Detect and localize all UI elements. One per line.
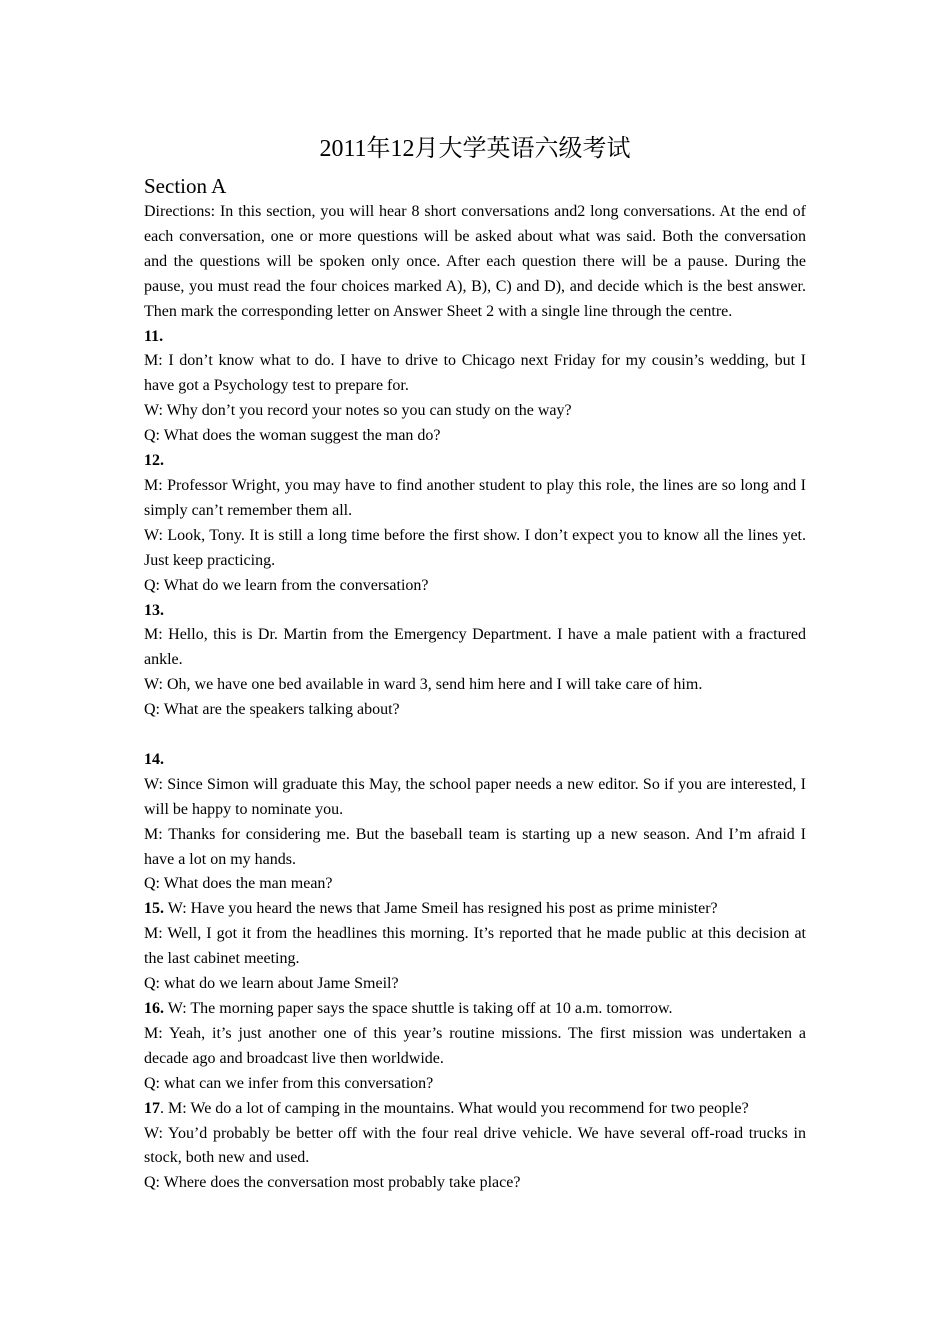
page-title: 2011年12月大学英语六级考试	[319, 136, 631, 162]
q15-woman-line: W: Have you heard the news that Jame Smeil has resigned his post as prime minister?	[164, 900, 718, 918]
q17-question: Q: Where does the conversation most probably take place?	[144, 1174, 521, 1192]
blank-line	[144, 723, 806, 748]
q16-woman-line: W: The morning paper says the space shuttle is taking off at 10 a.m. tomorrow.	[164, 999, 673, 1017]
q12-woman-line: W: Look, Tony. It is still a long time before the first show. I don’t expect you to know all the lines yet. Just keep practicing.	[144, 526, 806, 569]
q15-man-line: M: Well, I got it from the headlines this morning. It’s reported that he made public at this decision at the last cabinet meeting.	[144, 925, 806, 968]
q11-man-line: M: I don’t know what to do. I have to drive to Chicago next Friday for my cousin’s wedding, but I have got a Psychology test to prepare for.	[144, 352, 806, 395]
q12-question: Q: What do we learn from the conversation?	[144, 576, 429, 594]
q16-woman-line-row	[144, 997, 806, 1022]
question-number-11: 11.	[144, 327, 164, 345]
question-number-13: 13.	[144, 601, 164, 619]
question-number-12: 12.	[144, 452, 164, 470]
q11-woman-line: W: Why don’t you record your notes so you can study on the way?	[144, 402, 572, 420]
q11-question: Q: What does the woman suggest the man do?	[144, 427, 441, 445]
question-number-16: 16.	[144, 999, 164, 1017]
q14-question: Q: What does the man mean?	[144, 875, 333, 893]
q12-man-line: M: Professor Wright, you may have to find another student to play this role, the lines are so long and I simply can’t remember them all.	[144, 476, 806, 519]
q15-question: Q: what do we learn about Jame Smeil?	[144, 975, 399, 993]
q16-man-line: M: Yeah, it’s just another one of this year’s routine missions. The first mission was undertaken a decade ago and broadcast live then worldwide.	[144, 1024, 806, 1067]
question-number-17: 17	[144, 1099, 160, 1117]
q14-woman-line: W: Since Simon will graduate this May, the school paper needs a new editor. So if you are interested, I will be happy to nominate you.	[144, 775, 806, 818]
q17-man-line: . M: We do a lot of camping in the mountains. What would you recommend for two people?	[160, 1099, 749, 1117]
q15-woman-line-row	[144, 897, 806, 922]
question-number-14: 14.	[144, 750, 164, 768]
q16-question: Q: what can we infer from this conversation?	[144, 1074, 434, 1092]
q13-man-line: M: Hello, this is Dr. Martin from the Emergency Department. I have a male patient with a fractured ankle.	[144, 626, 806, 669]
q17-man-line-row	[144, 1097, 806, 1122]
q13-question: Q: What are the speakers talking about?	[144, 701, 400, 719]
document-page	[144, 132, 806, 1196]
question-number-15: 15.	[144, 900, 164, 918]
q13-woman-line: W: Oh, we have one bed available in ward 3, send him here and I will take care of him.	[144, 676, 703, 694]
directions-text: Directions: In this section, you will hear 8 short conversations and2 long conversations. At the end of each conversation, one or more questions will be asked about what was said. Both the conversation and the questions will be spoken only once. After each question there will be a pause. During the pause, you must read the four choices marked A), B), C) and D), and decide which is the best answer. Then mark the corresponding letter on Answer Sheet 2 with a single line through the centre.	[144, 203, 806, 320]
q17-woman-line: W: You’d probably be better off with the four real drive vehicle. We have several off-road trucks in stock, both new and used.	[144, 1124, 806, 1167]
section-heading: Section A	[144, 174, 227, 198]
q14-man-line: M: Thanks for considering me. But the baseball team is starting up a new season. And I’m afraid I have a lot on my hands.	[144, 825, 806, 868]
